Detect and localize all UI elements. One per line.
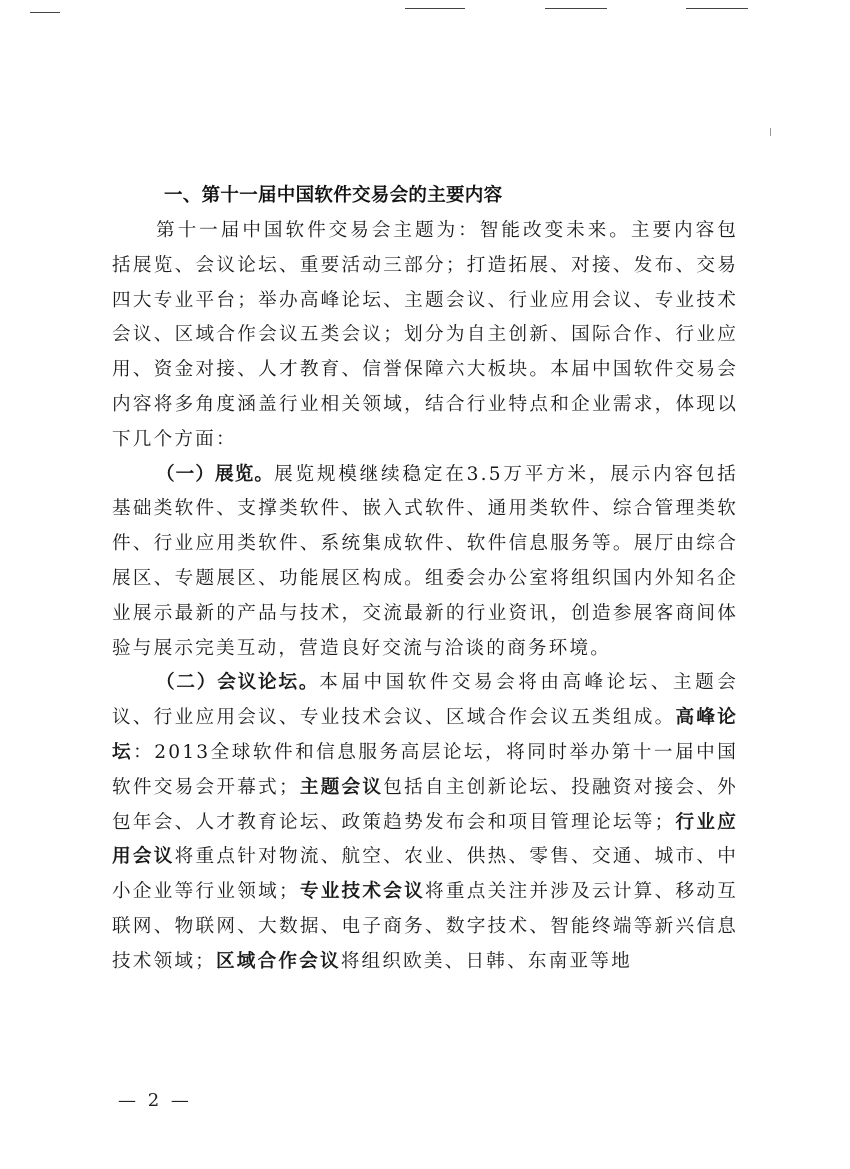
forum-text-1: 本届中国软件交易会将由高峰论坛、主题会议、行业应用会议、专业技术会议、区域合作会议五类组成。 [112,672,738,729]
forum-label: （二）会议论坛。 [156,672,320,694]
scan-line-top-center [405,8,465,9]
scan-line-top-left [30,12,60,13]
forum-term-technical: 专业技术会议 [299,881,426,903]
forum-term-industry: 行业应用会议 [112,811,738,868]
forum-term-regional: 区域合作会议 [215,950,341,972]
scan-line-top-right [686,8,748,9]
document-body [112,178,738,980]
forum-text-3: 包括自主创新论坛、投融资对接会、外包年会、人才教育论坛、政策趋势发布会和项目管理论坛等； [112,776,738,833]
forum-term-summit: 高峰论坛 [112,707,738,763]
exhibition-text: 展览规模继续稳定在3.5万平方米，展示内容包括基础类软件、支撑类软件、嵌入式软件、通用类软件、综合管理类软件、行业应用类软件、系统集成软件、软件信息服务等。展厅由综合展区、专题展区、功能展区构成。组委会办公室将组织国内外知名企业展示最新的产品与技术，交流最新的行业资讯，创造参展客商间体验与展示完美互动，营造良好交流与洽谈的商务环境。 [112,463,738,659]
exhibition-label: （一）展览。 [156,463,275,485]
exhibition-paragraph [112,458,738,667]
forum-text-6: 将组织欧美、日韩、东南亚等地 [340,950,632,972]
forum-paragraph [112,666,738,979]
scan-line-top-center-right [545,8,607,9]
page-number: — 2 — [118,1090,192,1111]
forum-text-2: ：2013全球软件和信息服务高层论坛，将同时举办第十一届中国软件交易会开幕式； [112,741,738,798]
forum-term-theme: 主题会议 [299,776,384,798]
forum-text-5: 将重点关注并涉及云计算、移动互联网、物联网、大数据、电子商务、数字技术、智能终端等新兴信息技术领域； [112,881,738,972]
scan-tick-right [770,128,771,136]
forum-text-4: 将重点针对物流、航空、农业、供热、零售、交通、城市、中小企业等行业领域； [112,846,738,903]
section-heading: 一、第十一届中国软件交易会的主要内容 [164,185,503,206]
intro-paragraph: 第十一届中国软件交易会主题为：智能改变未来。主要内容包括展览、会议论坛、重要活动三部分；打造拓展、对接、发布、交易四大专业平台；举办高峰论坛、主题会议、行业应用会议、专业技术会议、区域合作会议五类会议；划分为自主创新、国际合作、行业应用、资金对接、人才教育、信誉保障六大板块。本届中国软件交易会内容将多角度涵盖行业相关领域，结合行业特点和企业需求，体现以下几个方面： [112,220,738,450]
